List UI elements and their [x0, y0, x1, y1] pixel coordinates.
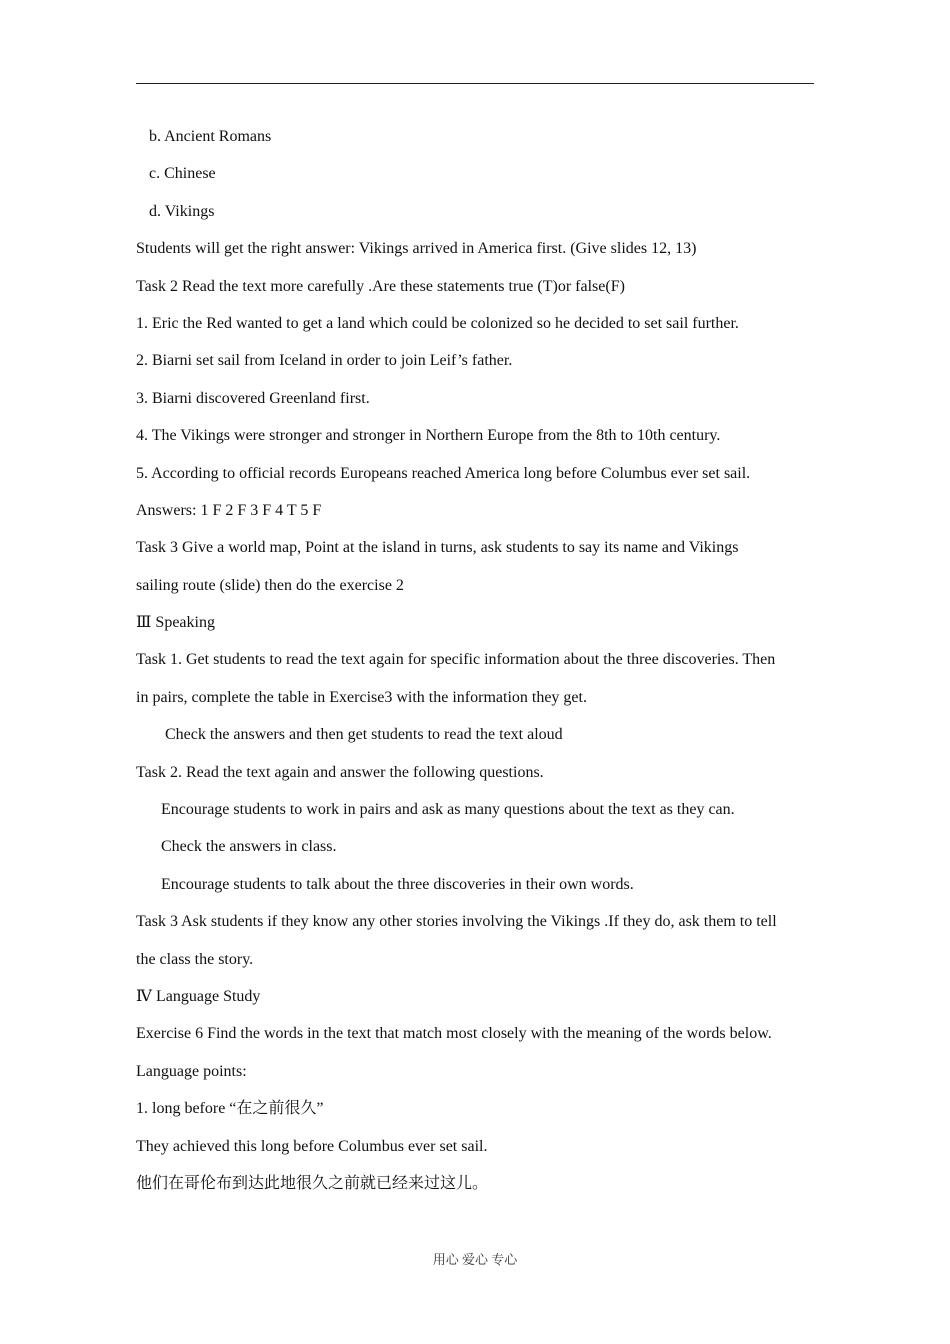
text-line: Task 3 Give a world map, Point at the island in turns, ask students to say its name and Vikings [136, 539, 739, 557]
text-line: Answers: 1 F 2 F 3 F 4 T 5 F [136, 501, 322, 519]
text-line: 他们在哥伦布到达此地很久之前就已经来过这儿。 [136, 1174, 489, 1192]
text-line: 1. Eric the Red wanted to get a land which could be colonized so he decided to set sail further. [136, 314, 739, 332]
text-line: b. Ancient Romans [149, 128, 272, 145]
text-line: Encourage students to talk about the three discoveries in their own words. [161, 875, 634, 893]
text-line: Exercise 6 Find the words in the text that match most closely with the meaning of the words below. [136, 1025, 772, 1043]
text-line: c. Chinese [149, 165, 216, 183]
text-line: Task 2 Read the text more carefully .Are these statements true (T)or false(F) [136, 277, 625, 295]
text-line: d. Vikings [149, 202, 215, 220]
text-line: Ⅳ Language Study [136, 987, 261, 1005]
text-line: Language points: [136, 1062, 247, 1080]
text-line: in pairs, complete the table in Exercise3 with the information they get. [136, 688, 587, 706]
text-line: 3. Biarni discovered Greenland first. [136, 389, 370, 407]
text-line: Task 2. Read the text again and answer the following questions. [136, 763, 544, 781]
header-rule [136, 83, 814, 84]
text-line: Check the answers in class. [161, 838, 337, 856]
text-line: Task 1. Get students to read the text again for specific information about the three discoveries. Then [136, 651, 776, 669]
text-line: Check the answers and then get students to read the text aloud [165, 726, 563, 744]
document-body [136, 118, 826, 1202]
text-line: 4. The Vikings were stronger and stronger in Northern Europe from the 8th to 10th century. [136, 427, 721, 445]
text-line: Encourage students to work in pairs and ask as many questions about the text as they can. [161, 801, 735, 819]
text-line: 2. Biarni set sail from Iceland in order to join Leif’s father. [136, 352, 513, 370]
text-line: sailing route (slide) then do the exercise 2 [136, 576, 404, 594]
text-line: Task 3 Ask students if they know any other stories involving the Vikings .If they do, ask them to tell [136, 913, 777, 931]
text-line: Students will get the right answer: Vikings arrived in America first. (Give slides 12, 13) [136, 240, 697, 258]
text-line: Ⅲ Speaking [136, 614, 215, 632]
text-line: the class the story. [136, 950, 254, 968]
text-line: 5. According to official records Europeans reached America long before Columbus ever set sail. [136, 464, 751, 482]
page-footer: 用心 爱心 专心 [432, 1252, 518, 1267]
text-line: 1. long before “在之前很久” [136, 1100, 324, 1118]
text-line: They achieved this long before Columbus ever set sail. [136, 1137, 488, 1155]
